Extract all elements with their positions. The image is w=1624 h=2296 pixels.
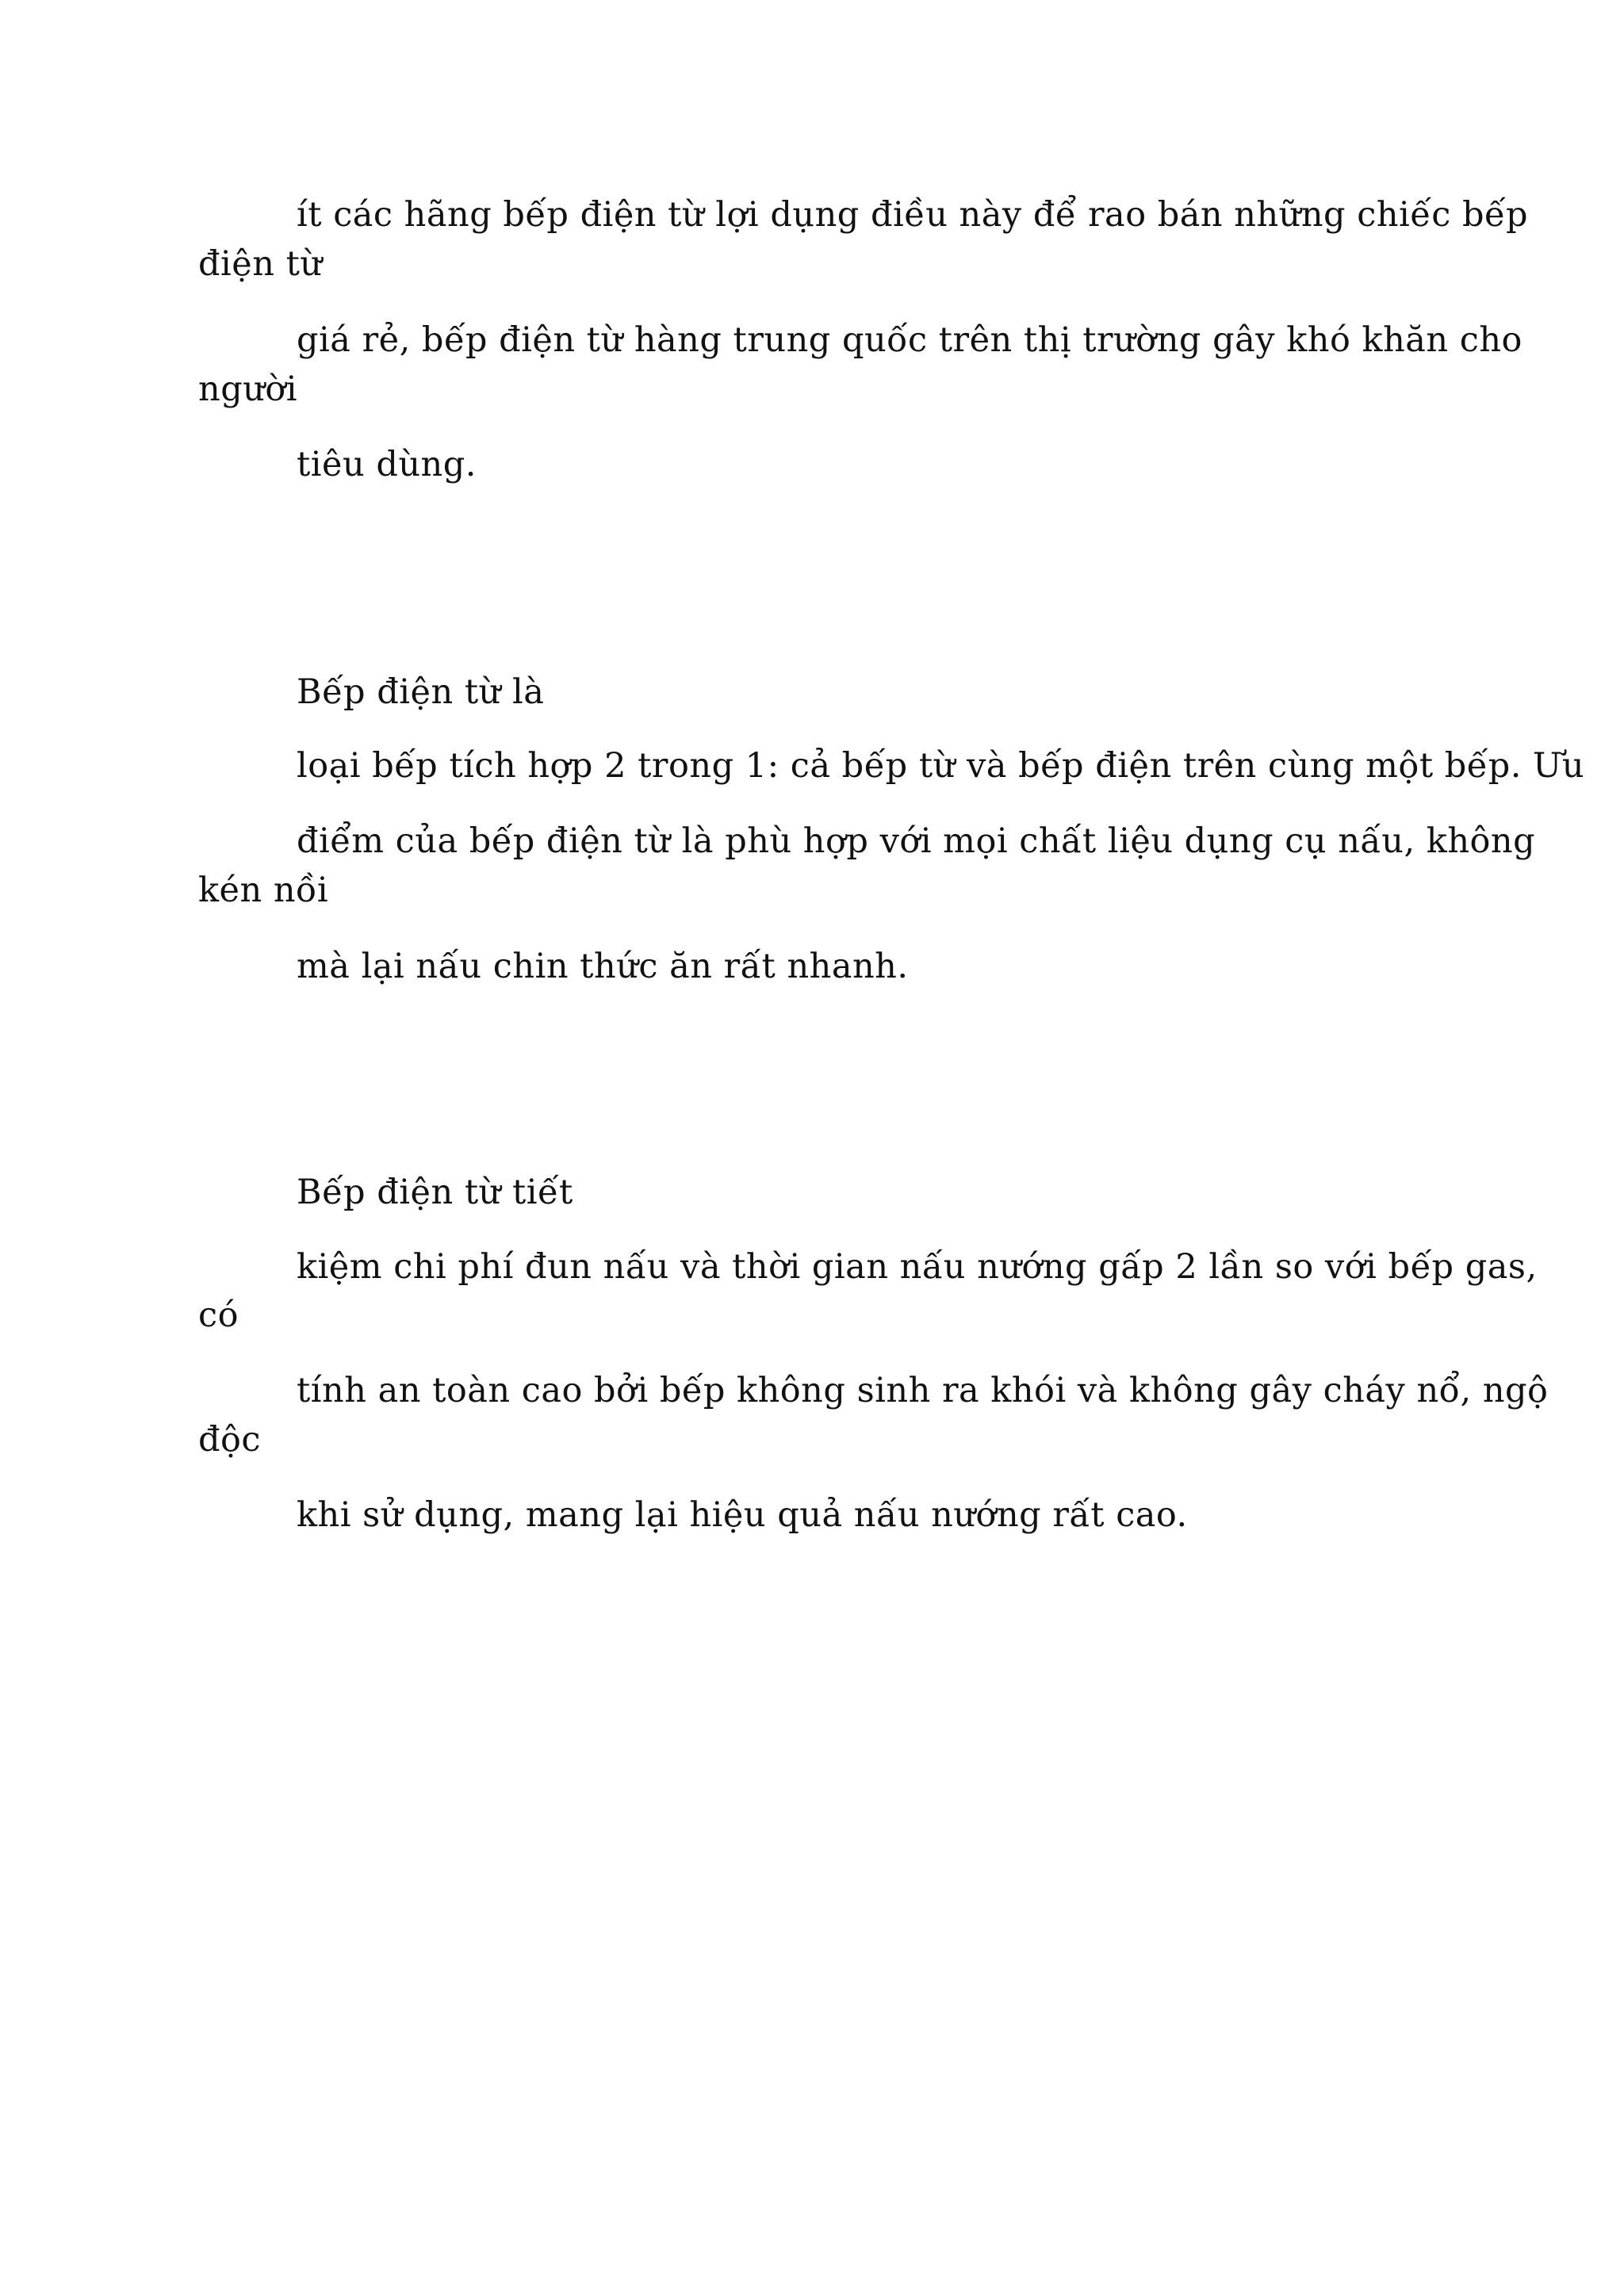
text-line: Bếp điện từ tiết: [297, 1173, 573, 1212]
text-line: người: [198, 369, 298, 409]
text-line: mà lại nấu chin thức ăn rất nhanh.: [297, 947, 909, 986]
text-line: có: [198, 1295, 239, 1335]
text-line: tiêu dùng.: [297, 445, 477, 484]
text-line: kiệm chi phí đun nấu và thời gian nấu nướng gấp 2 lần so với bếp gas,: [297, 1247, 1538, 1287]
text-line: ít các hãng bếp điện từ lợi dụng điều này để rao bán những chiếc bếp: [297, 195, 1528, 235]
text-line: điện từ: [198, 244, 323, 284]
text-line: kén nồi: [198, 871, 329, 910]
text-line: khi sử dụng, mang lại hiệu quả nấu nướng rất cao.: [297, 1495, 1188, 1535]
text-line: loại bếp tích hợp 2 trong 1: cả bếp từ và bếp điện trên cùng một bếp. Ưu: [297, 746, 1585, 786]
text-line: độc: [198, 1420, 261, 1460]
text-line: điểm của bếp điện từ là phù hợp với mọi chất liệu dụng cụ nấu, không: [297, 821, 1536, 861]
text-line: Bếp điện từ là: [297, 672, 545, 712]
text-line: tính an toàn cao bởi bếp không sinh ra khói và không gây cháy nổ, ngộ: [297, 1371, 1549, 1410]
text-line: giá rẻ, bếp điện từ hàng trung quốc trên thị trường gây khó khăn cho: [297, 320, 1522, 360]
